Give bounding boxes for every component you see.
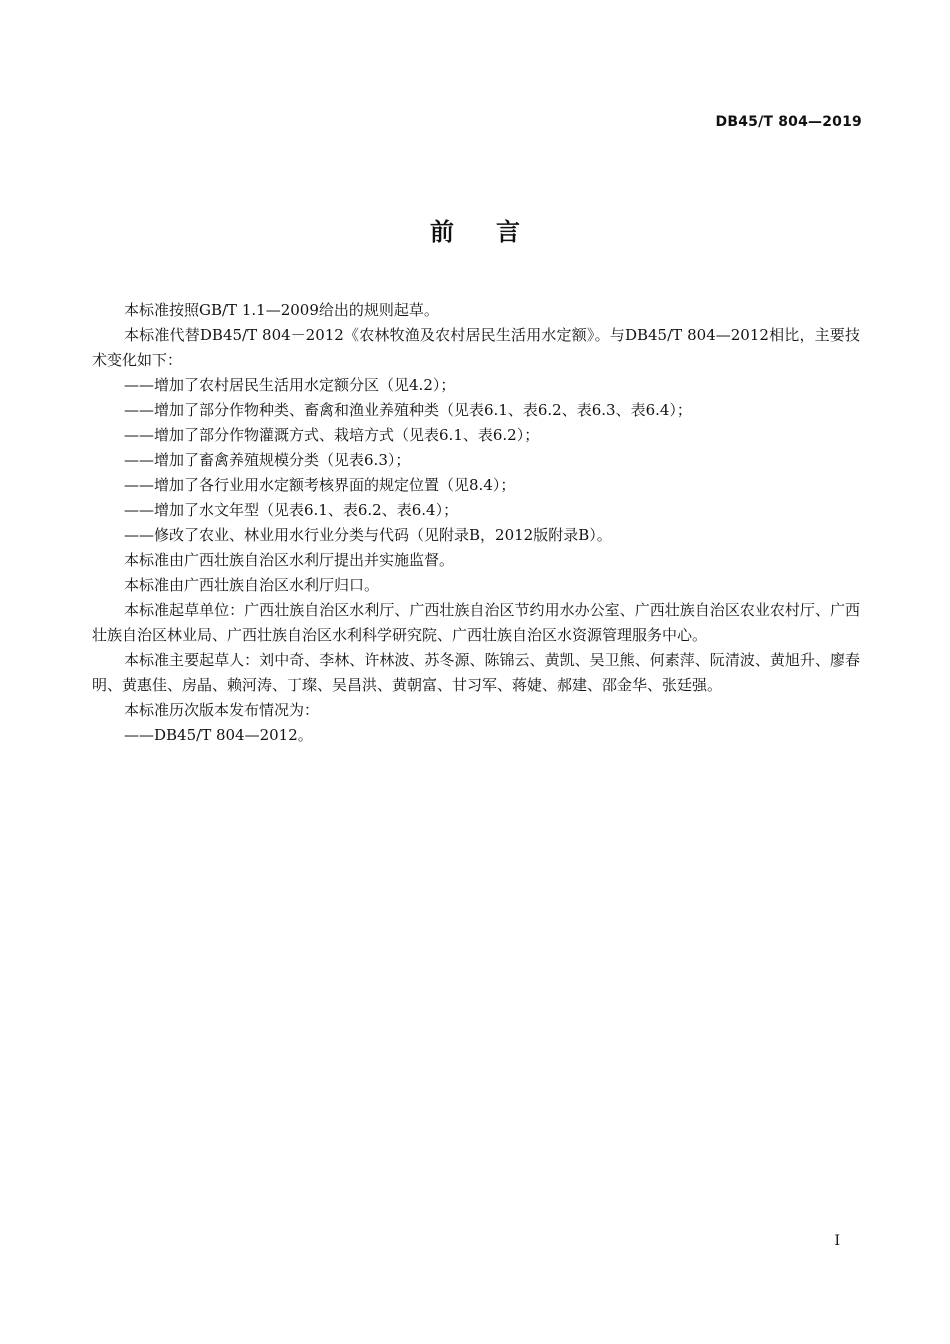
document-code: DB45/T 804—2019: [715, 114, 862, 130]
paragraph-history-intro: 本标准历次版本发布情况为：: [124, 701, 320, 719]
page-number: I: [834, 1233, 840, 1249]
paragraph-replacement: 本标准代替DB45/T 804－2012《农林牧渔及农村居民生活用水定额》。与DB45/T 804—2012相比，主要技术变化如下：: [92, 326, 860, 369]
foreword-body: [92, 298, 860, 748]
paragraph-drafting-units: 本标准起草单位：广西壮族自治区水利厅、广西壮族自治区节约用水办公室、广西壮族自治区农业农村厅、广西壮族自治区林业局、广西壮族自治区水利科学研究院、广西壮族自治区水资源管理服务中心。: [92, 601, 860, 644]
change-item: ——增加了农村居民生活用水定额分区（见4.2）；: [124, 376, 456, 394]
change-item: ——增加了水文年型（见表6.1、表6.2、表6.4）；: [124, 501, 459, 519]
change-item: ——增加了部分作物灌溉方式、栽培方式（见表6.1、表6.2）；: [124, 426, 540, 444]
history-item: ——DB45/T 804—2012。: [124, 726, 313, 744]
page-title: 前言: [430, 218, 562, 246]
paragraph-centralized: 本标准由广西壮族自治区水利厅归口。: [124, 576, 380, 594]
change-item: ——增加了部分作物种类、畜禽和渔业养殖种类（见表6.1、表6.2、表6.3、表6.4）；: [124, 401, 692, 419]
paragraph-drafting-rules: 本标准按照GB/T 1.1—2009给出的规则起草。: [124, 301, 439, 319]
paragraph-proposer: 本标准由广西壮族自治区水利厅提出并实施监督。: [124, 551, 455, 569]
change-item: ——修改了农业、林业用水行业分类与代码（见附录B，2012版附录B）。: [124, 526, 612, 544]
change-item: ——增加了畜禽养殖规模分类（见表6.3）；: [124, 451, 411, 469]
change-item: ——增加了各行业用水定额考核界面的规定位置（见8.4）；: [124, 476, 516, 494]
paragraph-drafters: 本标准主要起草人：刘中奇、李林、许林波、苏冬源、陈锦云、黄凯、吴卫熊、何素萍、阮清波、黄旭升、廖春明、黄惠佳、房晶、赖河涛、丁璨、吴昌洪、黄朝富、甘习军、蒋婕、郝建、邵金华、张廷强。: [92, 651, 860, 694]
